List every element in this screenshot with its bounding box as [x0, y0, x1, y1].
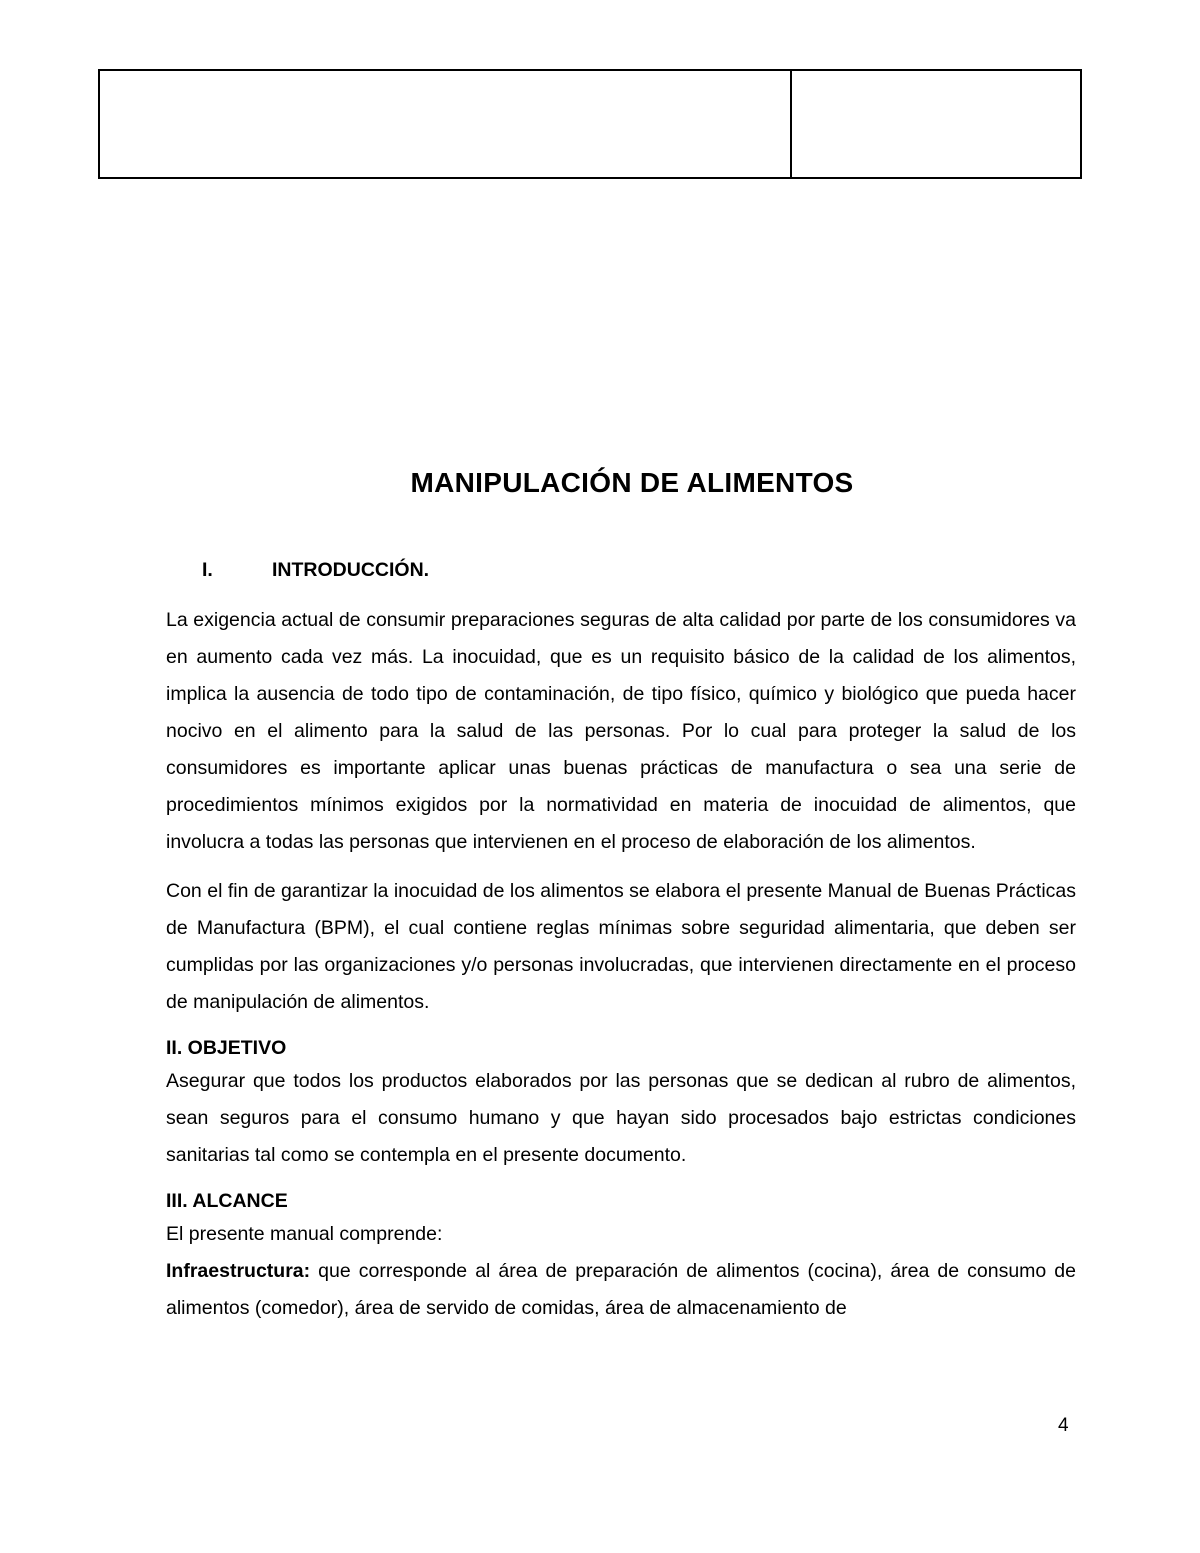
scope-intro-paragraph: El presente manual comprende: — [166, 1223, 443, 1245]
section-heading-text: INTRODUCCIÓN. — [272, 559, 430, 581]
header-table — [98, 69, 1082, 179]
header-cell-left — [100, 71, 790, 177]
infrastructure-text: que corresponde al área de preparación de alimentos (cocina), área de consumo de alimentos (comedor), área de servido de comidas, área de almacenamiento de — [166, 1260, 1076, 1319]
scope-infrastructure-paragraph — [166, 1253, 1076, 1327]
introduction-paragraph-2: Con el fin de garantizar la inocuidad de los alimentos se elabora el presente Manual de Buenas Prácticas de Manufactura (BPM), el cual contiene reglas mínimas sobre seguridad alimentaria, que deben ser cumplidas por las organizaciones y/o personas involucradas, que intervienen directamente en el proceso de manipulación de alimentos. — [166, 880, 1076, 1013]
document-title: MANIPULACIÓN DE ALIMENTOS — [410, 467, 854, 498]
section-number: I. — [202, 559, 213, 581]
header-cell-right — [792, 71, 1080, 177]
document-body — [166, 555, 1076, 1339]
section-objective-heading: II. OBJETIVO — [166, 1037, 287, 1059]
infrastructure-label: Infraestructura: — [166, 1260, 311, 1282]
introduction-paragraph-1: La exigencia actual de consumir preparaciones seguras de alta calidad por parte de los consumidores va en aumento cada vez más. La inocuidad, que es un requisito básico de la calidad de los alimentos, implica la ausencia de todo tipo de contaminación, de tipo físico, químico y biológico que pueda hacer nocivo en el alimento para la salud de las personas. Por lo cual para proteger la salud de los consumidores es importante aplicar unas buenas prácticas de manufactura o sea una serie de procedimientos mínimos exigidos por la normatividad en materia de inocuidad de alimentos, que involucra a todas las personas que intervienen en el proceso de elaboración de los alimentos. — [166, 609, 1076, 853]
section-introduction-heading — [166, 555, 1076, 585]
section-scope-heading: III. ALCANCE — [166, 1190, 288, 1212]
objective-paragraph: Asegurar que todos los productos elaborados por las personas que se dedican al rubro de alimentos, sean seguros para el consumo humano y que hayan sido procesados bajo estrictas condiciones sanitarias tal como se contempla en el presente documento. — [166, 1070, 1076, 1166]
page-number: 4 — [1058, 1415, 1069, 1436]
